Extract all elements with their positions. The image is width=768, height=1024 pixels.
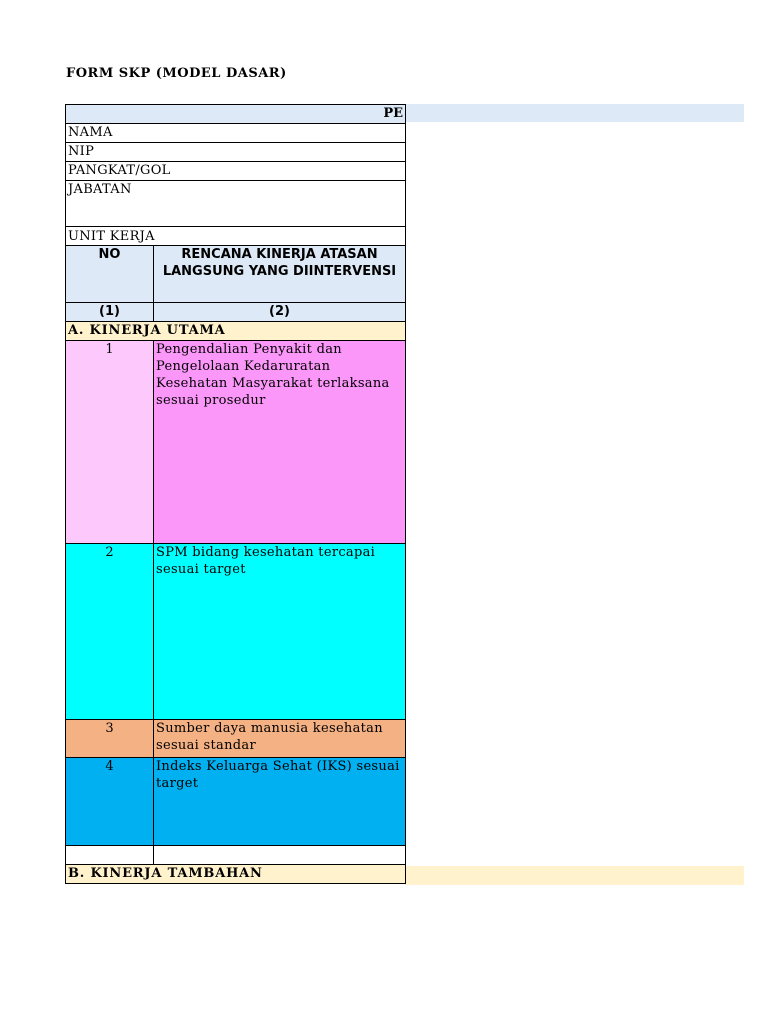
table-row — [66, 720, 406, 758]
column-index-row — [66, 303, 406, 322]
col-index-2: (2) — [154, 303, 406, 322]
row-number: 2 — [66, 544, 154, 720]
table-row — [66, 341, 406, 544]
label-unit-kerja: UNIT KERJA — [66, 227, 406, 246]
row-description: Pengendalian Penyakit dan Pengelolaan Kedaruratan Kesehatan Masyarakat terlaksana sesuai prosedur — [154, 341, 406, 544]
col-index-1: (1) — [66, 303, 154, 322]
identity-row-nip — [66, 143, 406, 162]
col-header-rencana: RENCANA KINERJA ATASAN LANGSUNG YANG DIINTERVENSI — [154, 246, 406, 303]
row-number: 3 — [66, 720, 154, 758]
row-description: SPM bidang kesehatan tercapai sesuai target — [154, 544, 406, 720]
section-b-label: B. KINERJA TAMBAHAN — [66, 865, 406, 884]
label-pangkat: PANGKAT/GOL — [66, 162, 406, 181]
identity-row-pangkat — [66, 162, 406, 181]
empty-row — [66, 846, 406, 865]
header-band — [405, 104, 744, 122]
header-partial-title: PE — [66, 105, 406, 124]
label-jabatan: JABATAN — [66, 181, 406, 227]
identity-row-nama — [66, 124, 406, 143]
row-number: 4 — [66, 758, 154, 846]
form-title: FORM SKP (MODEL DASAR) — [66, 66, 287, 81]
section-b-band — [405, 866, 744, 885]
identity-row-jabatan — [66, 181, 406, 227]
skp-table — [65, 104, 406, 884]
row-number: 1 — [66, 341, 154, 544]
label-nip: NIP — [66, 143, 406, 162]
column-header-row — [66, 246, 406, 303]
col-header-no: NO — [66, 246, 154, 303]
section-a-label: A. KINERJA UTAMA — [66, 322, 406, 341]
row-description: Sumber daya manusia kesehatan sesuai standar — [154, 720, 406, 758]
empty-cell — [154, 846, 406, 865]
table-row — [66, 758, 406, 846]
label-nama: NAMA — [66, 124, 406, 143]
table-header-row — [66, 105, 406, 124]
table-row — [66, 544, 406, 720]
section-a-row — [66, 322, 406, 341]
section-b-row — [66, 865, 406, 884]
identity-row-unit-kerja — [66, 227, 406, 246]
row-description: Indeks Keluarga Sehat (IKS) sesuai target — [154, 758, 406, 846]
empty-cell — [66, 846, 154, 865]
